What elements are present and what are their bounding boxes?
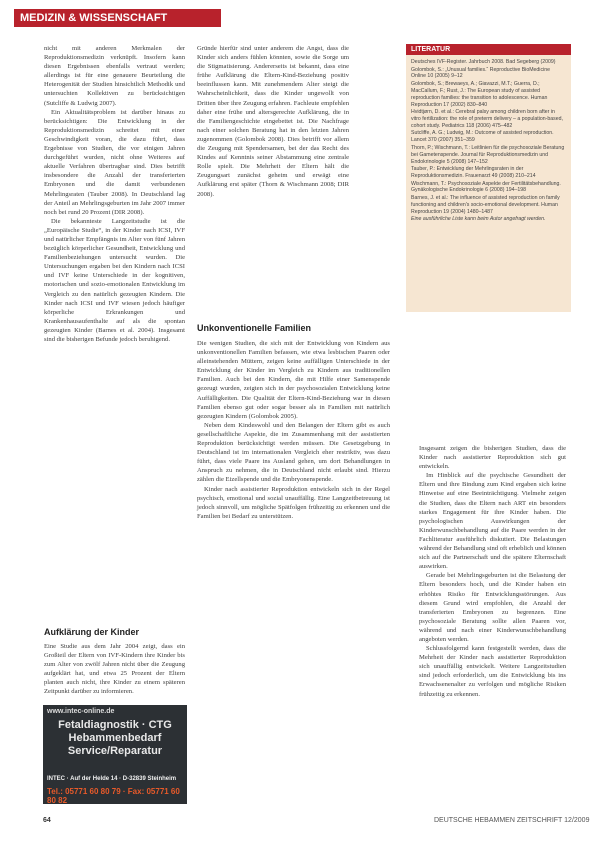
literature-item: Hvidtjørn, D. et al.: Cerebral palsy among children born after in vitro fertilization: the role of preterm delivery – a population-based, cohort study. Pediatrics 118 (2006) 475–482 <box>411 109 563 129</box>
text-column-2b <box>197 339 390 521</box>
literature-note: Eine ausführliche Liste kann beim Autor angefragt werden. <box>411 216 546 223</box>
text-column-1 <box>44 44 185 344</box>
text-column-1b <box>44 642 185 697</box>
subheading-aufklaerung: Aufklärung der Kinder <box>44 627 140 637</box>
paragraph: Insgesamt zeigen die bisherigen Studien, dass die Kinder nach assistierter Reproduktion sich gut entwickeln. <box>419 445 566 471</box>
paragraph: Ein Aktualitätsproblem ist darüber hinaus zu berücksichtigen: Die Entwicklung in der Reproduktionsmedizin schreitet mit einer Geschwindigkeit voran, die dazu führt, dass Ergebnisse von Studien, die vor einigen Jahren durchgeführt wurden, nicht ohne Weiteres auf aktuelle Verfahren übertragbar sind. Dies betrifft insbesondere die Anzahl der transferierten Embryonen und die damit verbundenen Mehrlingsraten (Tauber 2008). In Deutschland lag der Anteil an Mehrlingsgeburten im Jahr 2007 immer noch bei rund 20 Prozent (DIR 2008). <box>44 108 185 216</box>
ad-url[interactable]: www.intec-online.de <box>47 708 115 715</box>
literature-item: Wischmann, T.: Psychosoziale Aspekte der Fertilitätsbehandlung. Gynäkologische Endokrinologie 6 (2008) 194–198 <box>411 180 561 194</box>
literature-list <box>406 55 571 228</box>
literature-item: Thorn, P.; Wischmann, T.: Leitlinien für die psychosoziale Beratung bei Gametenspende. Journal für Reproduktionsmedizin und Endokrinologie 5 (2008) 147–152 <box>411 144 565 165</box>
ad-phone: Tel.: 05771 60 80 79 · Fax: 05771 60 80 82 <box>47 787 180 805</box>
paragraph: Im Hinblick auf die psychische Gesundheit der Eltern und ihre Bindung zum Kind ergaben sich keine Hinweise auf eine Beeinträchtigung. Vielmehr zeigen die Studien, dass die Eltern nach ART ein besonders starkes Engagement für ihre Kinder haben. Die psychologischen Auswirkungen der Kinderwunschbehandlung auf die Paare werden in der Fachliteratur ausführlich diskutiert. Die Belastungen während der Behandlung sind oft erheblich und können sich auf die Partnerschaft und die spätere Elternschaft auswirken. <box>419 472 566 571</box>
advertisement[interactable] <box>43 705 187 804</box>
paragraph: Eine Studie aus dem Jahr 2004 zeigt, dass ein Großteil der Eltern von IVF-Kindern ihre Kinder bis zum Alter von zwölf Jahren nicht über die Zeugung aufgeklärt hat, und etwa 25 Prozent der Eltern planten auch nicht, ihre Kinder zu einem späteren Zeitpunkt darüber zu informieren. <box>44 643 185 696</box>
ad-address: INTEC · Auf der Helde 14 · D-32839 Steinheim <box>47 776 177 782</box>
paragraph: Kinder nach assistierter Reproduktion entwickeln sich in der Regel psychisch, emotional und sozial unauffällig. Eine Langzeitbetreuung ist jedoch sinnvoll, um mögliche Spätfolgen frühzeitig zu erkennen und die Familien bei Bedarf zu unterstützen. <box>197 485 390 520</box>
paragraph: Gründe hierfür sind unter anderem die Angst, dass die Kinder sich anders fühlen könnten, sowie die Sorge um die Stigmatisierung. Andererseits ist bekannt, dass eine frühe Aufklärung die Eltern-Kind-Beziehung positiv beeinflussen kann. Mit zunehmendem Alter steigt die Wahrscheinlichkeit, dass die Kinder ungewollt von Dritten über ihre Zeugung erfahren. Fachleute empfehlen daher eine frühe und altersgerechte Aufklärung, die in die Familiengeschichte eingebettet ist. Die Nachfrage nach einer solchen Beratung hat in den letzten Jahren zugenommen (Golombok 2008). Dies betrifft vor allem die Zeugung mit Spendersamen, bei der das Recht des Kindes auf Kenntnis seiner Abstammung eine zentrale Rolle spielt. Die Mehrheit der Eltern hält die Zeugungsart zunächst geheim und erwägt eine Aufklärung erst später (Thorn & Wischmann 2008; DIR 2008). <box>197 45 349 198</box>
literature-item: Tauber, P.: Entwicklung der Mehrlingsraten in der Reproduktionsmedizin. Frauenarzt 49 (2008) 210–214 <box>411 166 536 180</box>
literature-item: Golombok, S.: „Unusual families.“ Reproductive BioMedicine Online 10 (2005) 9–12 <box>411 66 550 80</box>
subheading-familien: Unkonventionelle Familien <box>197 323 312 333</box>
literature-item: Golombok, S.; Brewaeys, A.; Giavazzi, M.T.; Guerra, D.; MacCallum, F.; Rust, J.: The European study of assisted reproduction families: the transition to adolescence. Human Reproduction 17 (2002) 830–840 <box>411 80 548 108</box>
paragraph: Die bekannteste Langzeitstudie ist die „Europäische Studie“, in der Kinder nach ICSI, IVF und natürlicher Empfängnis im Alter von fünf Jahren bezüglich körperlicher Gesundheit, Entwicklung und Familienbeziehungen untersucht wurden. Die Untersuchungen ergaben bei den Kindern nach ICSI und IVF keine Unterschiede in der kognitiven, motorischen und sozio-emotionalen Entwicklung im Vergleich zu den natürlich gezeugten Kindern. Die Kinder nach ICSI und IVF wiesen jedoch häufiger körperliche Erkrankungen und Krankenhausaufenthalte auf als die spontan gezeugten Kinder (Barnes et al. 2004). Insgesamt sind die bisherigen Befunde jedoch beruhigend. <box>44 217 185 343</box>
page-number: 64 <box>43 817 51 824</box>
text-column-3 <box>419 444 566 699</box>
paragraph: Neben dem Kindeswohl und den Belangen der Eltern gibt es auch gesellschaftliche Aspekte, die im Zusammenhang mit der assistierten Reproduktion berücksichtigt werden müssen. Die Gesetzgebung in Deutschland ist im internationalen Vergleich eher restriktiv, was dazu führt, dass viele Paare ins Ausland gehen, um dort Behandlungen in Anspruch zu nehmen, die in Deutschland nicht erlaubt sind. Hierzu zählen die Eizellspende und die Embryonenspende. <box>197 421 390 484</box>
journal-info: DEUTSCHE HEBAMMEN ZEITSCHRIFT 12/2009 <box>434 817 590 824</box>
literature-title: LITERATUR <box>406 44 571 55</box>
text-column-2 <box>197 44 349 199</box>
paragraph: Schlussfolgernd kann festgestellt werden, dass die Mehrheit der Kinder nach assistierter Reproduktion sich unauffällig entwickelt. Weitere Langzeitstudien sind jedoch erforderlich, um die Entwicklung bis ins Erwachsenenalter zu verfolgen und mögliche Risiken frühzeitig zu erkennen. <box>419 645 566 698</box>
paragraph: nicht mit anderen Merkmalen der Reproduktionsmedizin verknüpft. Insofern kann diesen Ergebnissen ebenfalls vertraut werden; allerdings ist für eine genauere Beurteilung die Heterogenität der Studien hinsichtlich Methodik und untersuchten Kollektiven zu berücksichtigen (Sutcliffe & Ludwig 2007). <box>44 45 185 107</box>
paragraph: Die wenigen Studien, die sich mit der Entwicklung von Kindern aus unkonventionellen Familien befassen, wie etwa lesbischen Paaren oder alleinstehenden Müttern, zeigen keine auffälligen Unterschiede in der Entwicklung der Kinder im Vergleich zu Kindern aus traditionellen Familien. Auch bei den Kindern, die mit Hilfe einer Samenspende gezeugt wurden, zeigten sich in der psychosozialen Entwicklung keine Auffälligkeiten. Die Qualität der Eltern-Kind-Beziehung war in diesen Familien ebenso gut oder sogar besser als in Familien mit natürlich gezeugten Kindern (Golombok 2005). <box>197 340 390 420</box>
literature-item: Sutcliffe, A. G.; Ludwig, M.: Outcome of assisted reproduction. Lancet 370 (2007) 351–359 <box>411 130 554 144</box>
paragraph: Gerade bei Mehrlingsgeburten ist die Belastung der Eltern besonders hoch, und die Kinder haben ein erhöhtes Risiko für Entwicklungsstörungen. Aus diesem Grund wird empfohlen, die Anzahl der transferierten Embryonen zu begrenzen. Eine psychosoziale Beratung sollte allen Paaren vor, während und nach einer Kinderwunschbehandlung angeboten werden. <box>419 572 566 643</box>
section-header: MEDIZIN & WISSENSCHAFT <box>14 9 221 27</box>
ad-services: Fetaldiagnostik · CTG Hebammenbedarf Service/Reparatur <box>58 719 172 757</box>
literature-item: Barnes, J. et al.: The influence of assisted reproduction on family functioning and children's socio-emotional development. Human Reproduction 19 (2004) 1480–1487 <box>411 194 560 215</box>
literature-item: Deutsches IVF-Register. Jahrbuch 2008. Bad Segeberg (2009) <box>411 59 556 65</box>
literature-box <box>406 44 571 312</box>
